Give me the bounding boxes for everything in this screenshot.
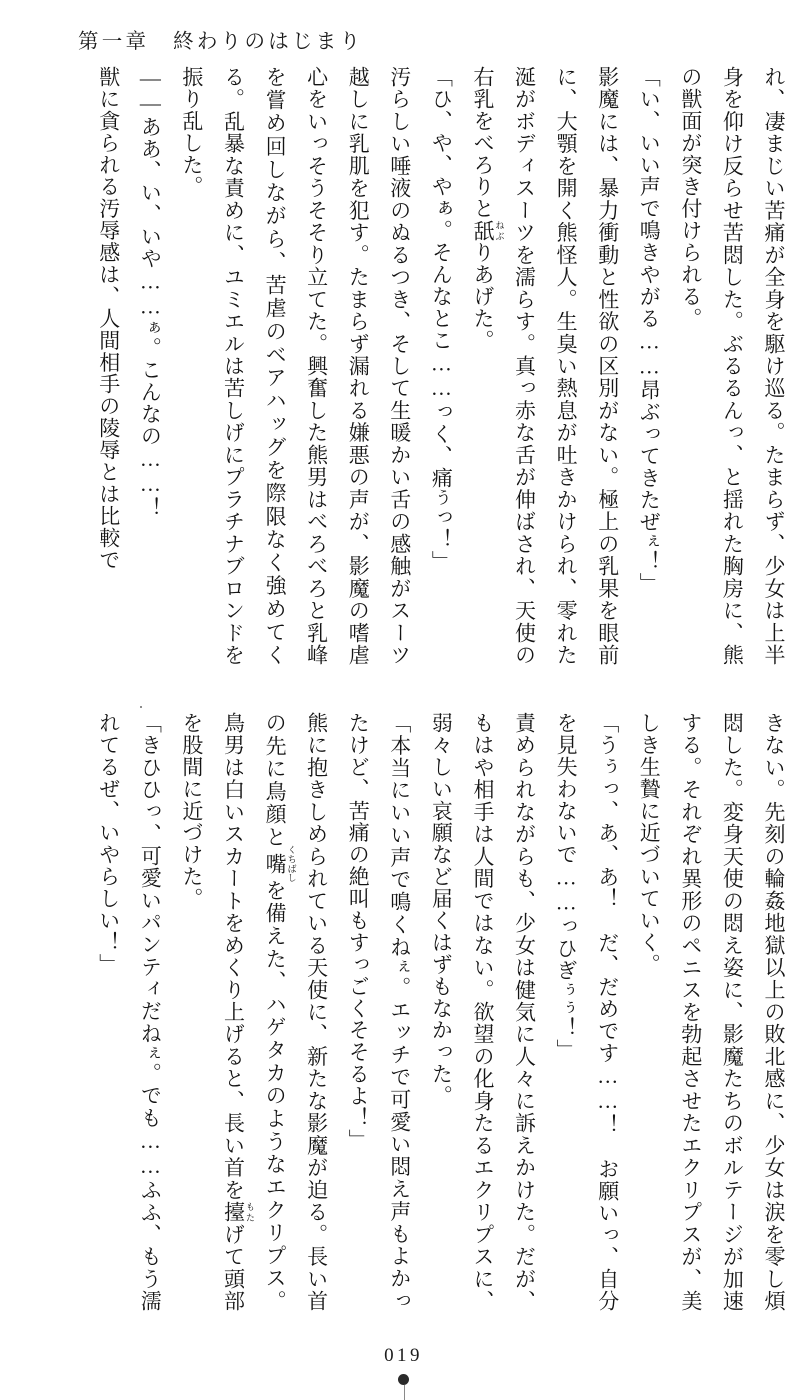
ruby-kuchibashi: 嘴 くちばし — [263, 844, 297, 883]
paragraph: 熊に抱きしめられている天使に、新たな影魔が迫る。長い首の先に鳥顔と嘴 くちばしを備えた、ハゲタカのようなエクリプス。鳥男は白いスカートをめくり上げると、長い首を擡 もたげて頭部を股間に近づけた。 — [179, 712, 329, 1312]
ruby-reading: くちばし — [286, 844, 297, 883]
paragraph: れ、凄まじい苦痛が全身を駆け巡る。たまらず、少女は上半身を仰け反らせ苦悶した。ぶるるんっ、と揺れた胸房に、熊の獣面が突き付けられる。 — [678, 66, 786, 666]
em-dash: —— — [138, 66, 163, 116]
body-text-block-upper — [58, 66, 794, 666]
page-number: 019 — [384, 1345, 423, 1366]
ornament-dot — [398, 1374, 409, 1385]
paragraph-dialogue: 「い、いい声で鳴きやがる……昂ぶってきたぜぇ！」 — [637, 66, 662, 595]
paragraph: 獣に貪られる汚辱感は、人間相手の陵辱とは比較で — [96, 66, 121, 571]
paragraph-dialogue: 「うぅっ、あ、あ！ だ、だめです……！ お願いっ、自分を見失わないで……っひぎぅぅ！」 — [554, 712, 620, 1312]
ruby-reading: ねぶ — [493, 219, 504, 242]
running-head — [78, 24, 747, 58]
paragraph-dialogue: 「本当にいい声で鳴くねぇ。エッチで可愛い悶え声もよかったけど、苦痛の絶叫もすっごくそそるよ！」 — [346, 712, 412, 1312]
pin-ornament-icon — [0, 1374, 807, 1400]
paragraph: 汚らしい唾液のぬるつき、そして生暖かい舌の感触がスーツ越しに乳肌を犯す。たまらず漏れる嫌悪の声が、影魔の嗜虐心をいっそうそそり立てた。興奮した熊男はべろべろと乳峰を嘗め回しながら、苦虐のベアハッグを際限なく強めてくる。乱暴な責めに、ユミエルは苦しげにプラチナブロンドを振り乱した。 — [179, 66, 412, 666]
ruby-neburi: 舐 ねぶ — [470, 219, 504, 242]
chapter-heading: 第一章 終わりのはじまり — [78, 31, 364, 53]
ornament-stem — [404, 1385, 405, 1400]
paragraph-dialogue: 「きひひっ、可愛いパンティだねぇ。でも……ふふ、もう濡れてるぜ、いやらしい！」 — [96, 712, 163, 1312]
ruby-motage: 擡 もた — [221, 1201, 255, 1224]
paragraph-dialogue: 「ひ、や、やぁ。そんなとこ……っく、痛うっ！」 — [429, 66, 454, 573]
scan-speck — [140, 706, 142, 708]
body-text-block-lower — [58, 712, 794, 1312]
ruby-reading: もた — [244, 1201, 255, 1224]
paragraph: 影魔には、暴力衝動と性欲の区別がない。極上の乳果を眼前に、大顎を開く熊怪人。生臭い熱息が吐きかけられ、零れた涎がボディスーツを濡らす。真っ赤な舌が伸ばされ、天使の右乳をべろりと舐 ねぶりあげた。 — [470, 66, 620, 666]
paragraph-inner-monologue: ——ああ、い、いや……ぁ。こんなの……！ — [129, 66, 171, 666]
paragraph: きない。先刻の輪姦地獄以上の敗北感に、少女は涙を零し煩悶した。変身天使の悶え姿に、影魔たちのボルテージが加速する。それぞれ異形のペニスを勃起させたエクリプスが、美しき生贄に近づいていく。 — [637, 712, 786, 1312]
paragraph: 責められながらも、少女は健気に人々に訴えかけた。だが、もはや相手は人間ではない。欲望の化身たるエクリプスに、弱々しい哀願など届くはずもなかった。 — [429, 712, 537, 1312]
